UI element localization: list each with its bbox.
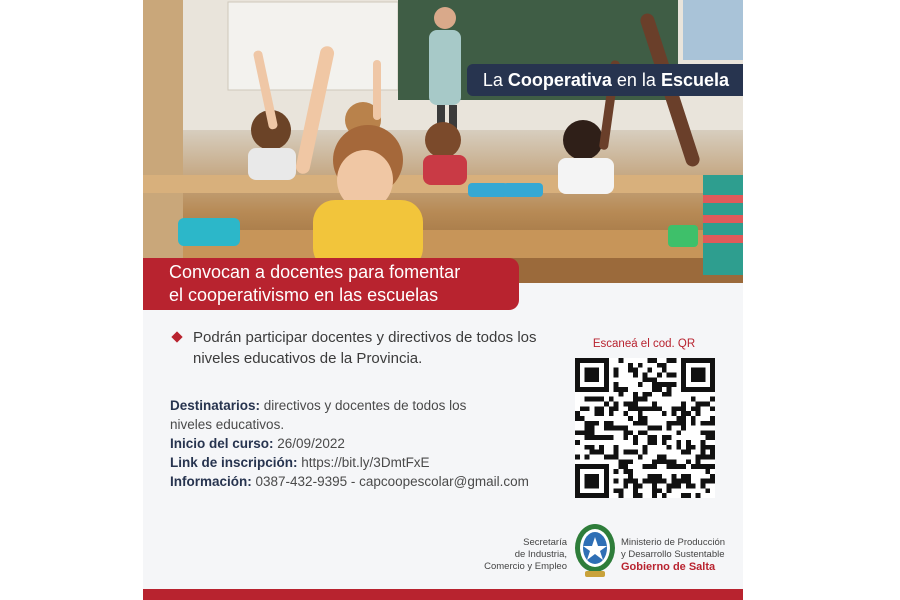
- bullet-text: [193, 327, 537, 369]
- bullet-line-1: Podrán participar docentes y directivos de todos los: [193, 329, 537, 346]
- inicio-row: [170, 434, 560, 453]
- banner-word-escuela: Escuela: [660, 70, 729, 90]
- headline-line-2: el cooperativismo en las escuelas: [169, 285, 439, 305]
- info-row: [170, 472, 560, 491]
- bullet-line-2: niveles educativos de la Provincia.: [193, 350, 423, 367]
- course-details: [170, 396, 560, 491]
- secretaria-line-2: de Industria,: [514, 549, 567, 560]
- inicio-value: 26/09/2022: [273, 436, 345, 451]
- salta-seal-icon: [573, 521, 617, 579]
- headline-box: [143, 258, 519, 310]
- secretaria-text: [463, 537, 567, 573]
- ministerio-line-1: Ministerio de Producción: [621, 537, 726, 548]
- ministerio-text: [621, 537, 725, 573]
- participation-bullet: [171, 327, 561, 369]
- diamond-bullet-icon: [171, 331, 182, 342]
- flyer-card: [143, 0, 743, 600]
- banner-middle: en la: [611, 70, 661, 90]
- link-row: [170, 453, 560, 472]
- secretaria-line-1: Secretaría: [523, 537, 567, 548]
- secretaria-line-3: Comercio y Empleo: [484, 561, 567, 572]
- classroom-photo: [143, 0, 743, 283]
- contact-info: 0387-432-9395 - capcoopescolar@gmail.com: [251, 474, 529, 489]
- banner-prefix: La: [482, 70, 508, 90]
- inicio-label: Inicio del curso:: [170, 436, 274, 451]
- qr-code[interactable]: [575, 358, 715, 498]
- qr-label: Escaneá el cod. QR: [592, 338, 696, 350]
- banner-word-cooperativa: Cooperativa: [507, 70, 612, 90]
- classroom-illustration: [143, 0, 743, 283]
- gobierno-de-salta: Gobierno de Salta: [621, 561, 716, 573]
- destinatarios-label: Destinatarios:: [170, 398, 261, 413]
- link-label: Link de inscripción:: [170, 455, 298, 470]
- registration-link[interactable]: https://bit.ly/3DmtFxE: [297, 455, 430, 470]
- destinatarios-value: directivos y docentes de todos los: [260, 398, 467, 413]
- title-banner: [467, 64, 743, 96]
- ministerio-line-2: y Desarrollo Sustentable: [621, 549, 725, 560]
- headline-line-1: Convocan a docentes para fomentar: [169, 262, 461, 282]
- destinatarios-row: [170, 396, 560, 415]
- info-label: Información:: [170, 474, 252, 489]
- destinatarios-row-cont: niveles educativos.: [170, 417, 285, 432]
- bottom-red-bar: [143, 589, 743, 600]
